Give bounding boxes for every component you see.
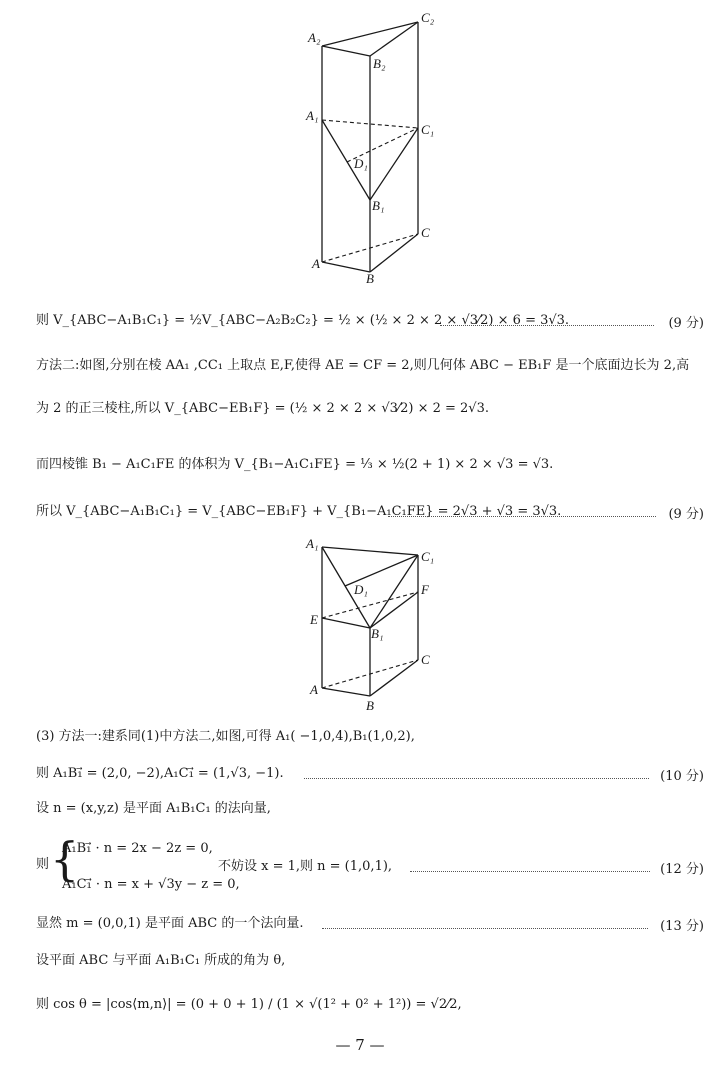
label-A: A	[312, 256, 320, 271]
leader-dots	[322, 928, 648, 929]
edge-A-B	[322, 688, 370, 696]
label-A: A	[310, 682, 318, 697]
label-E: E	[310, 612, 318, 627]
leader-dots	[388, 516, 656, 517]
leader-dots	[410, 871, 650, 872]
label-C2: C₂	[421, 10, 435, 25]
system-prefix: 则	[36, 857, 50, 872]
normal-vector-line: 设 n = (x,y,z) 是平面 A₁B₁C₁ 的法向量,	[36, 801, 271, 816]
prism-volume-line: 为 2 的正三棱柱,所以 V_{ABC−EB₁F} = (½ × 2 × 2 × √3⁄2) × 2 = 2√3.	[36, 401, 489, 416]
score-label: (10 分)	[660, 769, 704, 784]
score-label: (12 分)	[660, 862, 704, 877]
label-C1: C₁	[421, 549, 435, 564]
cosine-line: 则 cos θ = |cos⟨m,n⟩| = (0 + 0 + 1) / (1 × √(1² + 0² + 1²)) = √2⁄2,	[36, 997, 462, 1012]
edge-C1-B1	[370, 128, 418, 200]
edge-A2-B2	[322, 46, 370, 56]
label-B: B	[366, 698, 374, 713]
edge-A1-C1	[322, 547, 418, 555]
label-B1: B₁	[372, 198, 385, 213]
equation-1: A₁B₁⃗ · n = 2x − 2z = 0,	[62, 841, 213, 856]
label-C: C	[421, 652, 430, 667]
score-label: (9 分)	[668, 316, 704, 331]
edge-A-B	[322, 262, 370, 272]
edge-C1-B1	[370, 555, 418, 628]
label-F: F	[421, 582, 429, 597]
score-label: (9 分)	[668, 507, 704, 522]
label-C: C	[421, 225, 430, 240]
label-B2: B₂	[373, 56, 386, 71]
label-A1: A₁	[306, 536, 319, 551]
left-brace: {	[50, 832, 80, 886]
label-A2: A₂	[308, 30, 321, 45]
plane-normal-line: 显然 m = (0,0,1) 是平面 ABC 的一个法向量.	[36, 916, 304, 931]
edge-A2-C2	[322, 22, 418, 46]
volume-line-1: 则 V_{ABC−A₁B₁C₁} = ½V_{ABC−A₂B₂C₂} = ½ × (½ × 2 × 2 × √3⁄2) × 6 = 3√3.	[36, 313, 570, 328]
prism-figure-2	[300, 535, 450, 713]
total-volume-line: 所以 V_{ABC−A₁B₁C₁} = V_{ABC−EB₁F} + V_{B₁−A₁C₁FE} = 2√3 + √3 = 3√3.	[36, 504, 562, 519]
edge-B-C	[370, 660, 418, 696]
equation-2: A₁C₁⃗ · n = x + √3y − z = 0,	[62, 877, 240, 892]
angle-line: 设平面 ABC 与平面 A₁B₁C₁ 所成的角为 θ,	[36, 953, 286, 968]
edge-B2-C2	[370, 22, 418, 56]
prism-figure-1	[300, 10, 450, 288]
leader-dots	[304, 778, 649, 779]
label-B1: B₁	[371, 626, 384, 641]
label-D1: D₁	[354, 156, 368, 171]
part-three-line: (3) 方法一:建系同(1)中方法二,如图,可得 A₁( −1,0,4),B₁(1,0,2),	[36, 729, 415, 744]
method-two-line: 方法二:如图,分别在棱 AA₁ ,CC₁ 上取点 E,F,使得 AE = CF = 2,则几何体 ABC − EB₁F 是一个底面边长为 2,高	[36, 358, 690, 373]
edge-E-B1	[322, 618, 370, 628]
leader-dots	[440, 325, 654, 326]
label-C1: C₁	[421, 122, 435, 137]
label-D1: D₁	[354, 582, 368, 597]
pyramid-volume-line: 而四棱锥 B₁ − A₁C₁FE 的体积为 V_{B₁−A₁C₁FE} = ⅓ × ½(2 + 1) × 2 × √3 = √3.	[36, 457, 554, 472]
edge-B1-F	[370, 592, 418, 628]
label-B: B	[366, 271, 374, 286]
label-A1: A₁	[306, 108, 319, 123]
vector-line: 则 A₁B₁⃗ = (2,0, −2),A₁C₁⃗ = (1,√3, −1).	[36, 766, 284, 781]
page-number: — 7 —	[335, 1036, 385, 1054]
edge-B-C	[370, 234, 418, 272]
score-label: (13 分)	[660, 919, 704, 934]
assume-line: 不妨设 x = 1,则 n = (1,0,1),	[218, 859, 393, 874]
edge-E-F	[322, 592, 418, 618]
